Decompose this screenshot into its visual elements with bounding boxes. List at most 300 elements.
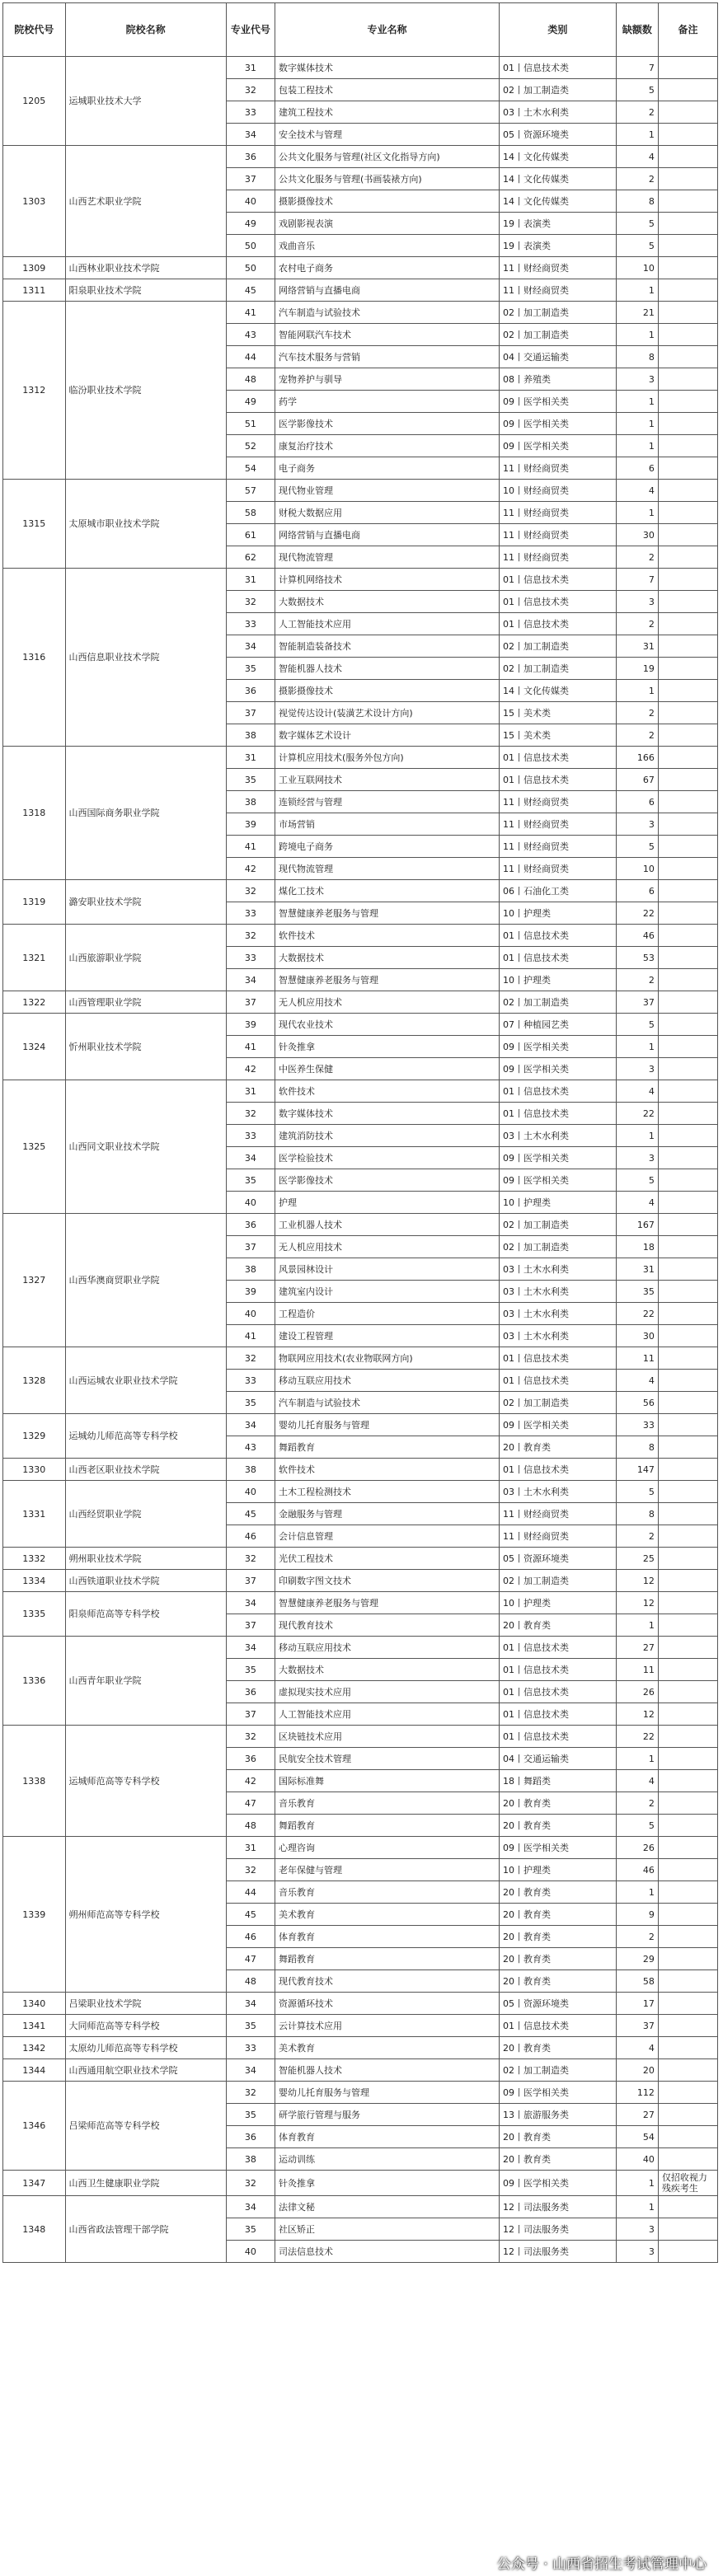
major-code-cell: 39 [226,813,275,836]
major-code-cell: 48 [226,1815,275,1837]
note-cell [658,57,717,79]
shortage-cell: 31 [616,1258,658,1281]
table-row [3,1837,718,1859]
note-cell [658,1147,717,1169]
note-cell [658,969,717,991]
category-cell: 20丨教育类 [499,2126,616,2148]
note-cell [658,635,717,658]
category-cell: 01丨信息技术类 [499,57,616,79]
major-name-cell: 戏曲音乐 [275,235,500,257]
shortage-cell: 8 [616,1436,658,1459]
note-cell [658,1548,717,1570]
note-cell [658,813,717,836]
shortage-cell: 3 [616,813,658,836]
shortage-cell: 5 [616,1169,658,1192]
shortage-cell: 20 [616,2059,658,2082]
major-code-cell: 35 [226,1169,275,1192]
category-cell: 03丨土木水利类 [499,1281,616,1303]
major-code-cell: 36 [226,680,275,702]
school-code-cell: 1336 [3,1637,66,1726]
note-cell [658,1481,717,1503]
school-code-cell: 1328 [3,1347,66,1414]
major-code-cell: 49 [226,213,275,235]
note-cell [658,1993,717,2015]
category-cell: 15丨美术类 [499,702,616,724]
school-code-cell: 1339 [3,1837,66,1993]
major-name-cell: 舞蹈教育 [275,1815,500,1837]
header-major-code: 专业代号 [226,3,275,57]
category-cell: 04丨交通运输类 [499,1748,616,1770]
school-code-cell: 1324 [3,1014,66,1080]
shortage-cell: 1 [616,124,658,146]
table-row [3,1414,718,1436]
shortage-cell: 4 [616,1080,658,1103]
major-code-cell: 32 [226,1347,275,1370]
category-cell: 01丨信息技术类 [499,591,616,613]
major-code-cell: 43 [226,324,275,346]
note-cell [658,1637,717,1659]
major-code-cell: 33 [226,947,275,969]
category-cell: 13丨旅游服务类 [499,2104,616,2126]
shortage-cell: 1 [616,1125,658,1147]
school-code-cell: 1346 [3,2082,66,2171]
category-cell: 10丨护理类 [499,1592,616,1614]
category-cell: 01丨信息技术类 [499,1080,616,1103]
major-name-cell: 计算机应用技术(服务外包方向) [275,747,500,769]
shortage-cell: 2 [616,1792,658,1815]
school-code-cell: 1347 [3,2171,66,2196]
table-row [3,2059,718,2082]
note-cell [658,1236,717,1258]
major-code-cell: 36 [226,146,275,168]
shortage-cell: 46 [616,1859,658,1881]
note-cell [658,1859,717,1881]
major-name-cell: 公共文化服务与管理(书画装裱方向) [275,168,500,190]
note-cell [658,947,717,969]
major-name-cell: 宠物养护与驯导 [275,368,500,391]
shortage-cell: 1 [616,1036,658,1058]
note-cell [658,1459,717,1481]
major-name-cell: 汽车制造与试验技术 [275,302,500,324]
major-code-cell: 35 [226,2104,275,2126]
shortage-cell: 5 [616,213,658,235]
major-code-cell: 33 [226,101,275,124]
school-name-cell: 吕梁职业技术学院 [65,1993,226,2015]
major-code-cell: 32 [226,591,275,613]
major-code-cell: 37 [226,702,275,724]
major-code-cell: 38 [226,1459,275,1481]
shortage-cell: 22 [616,902,658,925]
school-name-cell: 山西卫生健康职业学院 [65,2171,226,2196]
category-cell: 07丨种植园艺类 [499,1014,616,1036]
major-name-cell: 农村电子商务 [275,257,500,279]
school-code-cell: 1340 [3,1993,66,2015]
major-code-cell: 46 [226,1926,275,1948]
note-cell [658,925,717,947]
category-cell: 15丨美术类 [499,724,616,747]
note-cell [658,79,717,101]
category-cell: 10丨护理类 [499,1192,616,1214]
category-cell: 20丨教育类 [499,1970,616,1993]
major-name-cell: 市场营销 [275,813,500,836]
note-cell [658,1726,717,1748]
major-name-cell: 戏剧影视表演 [275,213,500,235]
note-cell [658,2218,717,2241]
shortage-cell: 27 [616,2104,658,2126]
major-code-cell: 41 [226,836,275,858]
school-name-cell: 阳泉职业技术学院 [65,279,226,302]
major-name-cell: 汽车技术服务与营销 [275,346,500,368]
note-cell [658,1881,717,1904]
major-name-cell: 智慧健康养老服务与管理 [275,1592,500,1614]
note-cell [658,2241,717,2263]
shortage-cell: 1 [616,435,658,457]
category-cell: 20丨教育类 [499,1792,616,1815]
table-row [3,1459,718,1481]
table-row [3,257,718,279]
category-cell: 01丨信息技术类 [499,925,616,947]
shortage-cell: 166 [616,747,658,769]
major-name-cell: 美术教育 [275,2037,500,2059]
shortage-cell: 5 [616,1481,658,1503]
note-cell [658,457,717,480]
shortage-cell: 6 [616,791,658,813]
note-cell [658,747,717,769]
note-cell [658,1169,717,1192]
major-name-cell: 工业互联网技术 [275,769,500,791]
category-cell: 20丨教育类 [499,1815,616,1837]
category-cell: 11丨财经商贸类 [499,524,616,546]
note-cell [658,1748,717,1770]
category-cell: 11丨财经商贸类 [499,836,616,858]
major-name-cell: 体育教育 [275,2126,500,2148]
major-code-cell: 36 [226,1214,275,1236]
school-name-cell: 山西信息职业技术学院 [65,569,226,747]
major-code-cell: 37 [226,991,275,1014]
note-cell [658,279,717,302]
category-cell: 01丨信息技术类 [499,2015,616,2037]
category-cell: 01丨信息技术类 [499,1347,616,1370]
shortage-cell: 4 [616,1370,658,1392]
category-cell: 08丨养殖类 [499,368,616,391]
major-name-cell: 社区矫正 [275,2218,500,2241]
major-code-cell: 41 [226,1325,275,1347]
category-cell: 04丨交通运输类 [499,346,616,368]
major-name-cell: 金融服务与管理 [275,1503,500,1525]
shortage-cell: 1 [616,680,658,702]
major-name-cell: 数字媒体技术 [275,1103,500,1125]
major-name-cell: 软件技术 [275,925,500,947]
table-row [3,1570,718,1592]
shortage-cell: 3 [616,591,658,613]
shortage-cell: 18 [616,1236,658,1258]
major-name-cell: 医学影像技术 [275,1169,500,1192]
shortage-cell: 22 [616,1103,658,1125]
shortage-cell: 10 [616,257,658,279]
major-name-cell: 云计算技术应用 [275,2015,500,2037]
major-code-cell: 35 [226,2015,275,2037]
major-name-cell: 现代教育技术 [275,1614,500,1637]
major-code-cell: 38 [226,791,275,813]
major-name-cell: 工程造价 [275,1303,500,1325]
major-name-cell: 智能制造装备技术 [275,635,500,658]
major-name-cell: 包装工程技术 [275,79,500,101]
table-body [3,57,718,2263]
shortage-cell: 2 [616,724,658,747]
school-code-cell: 1321 [3,925,66,991]
note-cell [658,1303,717,1325]
major-code-cell: 31 [226,1837,275,1859]
major-name-cell: 电子商务 [275,457,500,480]
table-row [3,279,718,302]
table-row [3,880,718,902]
category-cell: 09丨医学相关类 [499,1169,616,1192]
major-name-cell: 建设工程管理 [275,1325,500,1347]
major-name-cell: 大数据技术 [275,1659,500,1681]
category-cell: 02丨加工制造类 [499,658,616,680]
shortage-cell: 26 [616,1837,658,1859]
note-cell [658,502,717,524]
category-cell: 14丨文化传媒类 [499,146,616,168]
category-cell: 09丨医学相关类 [499,1036,616,1058]
shortage-cell: 37 [616,2015,658,2037]
category-cell: 02丨加工制造类 [499,1236,616,1258]
shortage-cell: 35 [616,1281,658,1303]
major-code-cell: 36 [226,1681,275,1703]
school-code-cell: 1205 [3,57,66,146]
major-code-cell: 58 [226,502,275,524]
shortage-cell: 7 [616,569,658,591]
header-row [3,3,718,57]
category-cell: 11丨财经商贸类 [499,546,616,569]
category-cell: 02丨加工制造类 [499,324,616,346]
note-cell [658,2037,717,2059]
major-code-cell: 44 [226,346,275,368]
note-cell [658,613,717,635]
category-cell: 14丨文化传媒类 [499,168,616,190]
major-name-cell: 物联网应用技术(农业物联网方向) [275,1347,500,1370]
shortage-cell: 40 [616,2148,658,2171]
shortage-cell: 33 [616,1414,658,1436]
shortage-cell: 58 [616,1970,658,1993]
category-cell: 09丨医学相关类 [499,2082,616,2104]
major-name-cell: 数字媒体艺术设计 [275,724,500,747]
table-row [3,146,718,168]
note-cell [658,391,717,413]
major-name-cell: 现代物流管理 [275,858,500,880]
note-cell [658,546,717,569]
major-code-cell: 44 [226,1881,275,1904]
major-name-cell: 财税大数据应用 [275,502,500,524]
major-code-cell: 37 [226,168,275,190]
category-cell: 09丨医学相关类 [499,1414,616,1436]
shortage-cell: 5 [616,79,658,101]
major-name-cell: 研学旅行管理与服务 [275,2104,500,2126]
major-code-cell: 40 [226,1481,275,1503]
major-name-cell: 工业机器人技术 [275,1214,500,1236]
category-cell: 14丨文化传媒类 [499,680,616,702]
major-name-cell: 风景园林设计 [275,1258,500,1281]
shortage-cell: 3 [616,1058,658,1080]
school-code-cell: 1332 [3,1548,66,1570]
major-code-cell: 33 [226,1370,275,1392]
major-name-cell: 现代农业技术 [275,1014,500,1036]
major-name-cell: 网络营销与直播电商 [275,524,500,546]
shortage-cell: 8 [616,1503,658,1525]
shortage-cell: 167 [616,1214,658,1236]
shortage-cell: 21 [616,302,658,324]
major-code-cell: 45 [226,1503,275,1525]
category-cell: 09丨医学相关类 [499,391,616,413]
school-name-cell: 太原幼儿师范高等专科学校 [65,2037,226,2059]
major-code-cell: 32 [226,1726,275,1748]
shortage-cell: 56 [616,1392,658,1414]
school-name-cell: 大同师范高等专科学校 [65,2015,226,2037]
note-cell [658,213,717,235]
shortage-cell: 30 [616,524,658,546]
category-cell: 01丨信息技术类 [499,1726,616,1748]
shortage-cell: 4 [616,1192,658,1214]
major-name-cell: 舞蹈教育 [275,1436,500,1459]
category-cell: 11丨财经商贸类 [499,791,616,813]
major-name-cell: 无人机应用技术 [275,1236,500,1258]
major-code-cell: 32 [226,2082,275,2104]
school-name-cell: 山西经贸职业学院 [65,1481,226,1548]
shortage-cell: 2 [616,1926,658,1948]
major-name-cell: 中医养生保健 [275,1058,500,1080]
category-cell: 20丨教育类 [499,1904,616,1926]
major-name-cell: 婴幼儿托育服务与管理 [275,2082,500,2104]
note-cell [658,1614,717,1637]
shortage-cell: 8 [616,346,658,368]
school-name-cell: 山西林业职业技术学院 [65,257,226,279]
major-name-cell: 建筑消防技术 [275,1125,500,1147]
note-cell [658,1080,717,1103]
category-cell: 11丨财经商贸类 [499,257,616,279]
major-name-cell: 移动互联应用技术 [275,1637,500,1659]
shortage-cell: 4 [616,1770,658,1792]
shortage-cell: 2 [616,702,658,724]
note-cell [658,1815,717,1837]
major-name-cell: 医学影像技术 [275,413,500,435]
category-cell: 02丨加工制造类 [499,1570,616,1592]
major-code-cell: 46 [226,1525,275,1548]
major-code-cell: 37 [226,1236,275,1258]
shortage-cell: 5 [616,235,658,257]
note-cell [658,1570,717,1592]
note-cell [658,1792,717,1815]
major-code-cell: 36 [226,1748,275,1770]
note-cell [658,235,717,257]
note-cell [658,769,717,791]
shortage-cell: 67 [616,769,658,791]
shortage-cell: 9 [616,1904,658,1926]
school-name-cell: 山西老区职业技术学院 [65,1459,226,1481]
major-name-cell: 软件技术 [275,1080,500,1103]
school-name-cell: 山西通用航空职业技术学院 [65,2059,226,2082]
category-cell: 01丨信息技术类 [499,613,616,635]
note-cell [658,257,717,279]
major-code-cell: 62 [226,546,275,569]
table-row [3,2196,718,2218]
major-code-cell: 34 [226,1637,275,1659]
major-name-cell: 针灸推拿 [275,2171,500,2196]
note-cell [658,302,717,324]
note-cell [658,190,717,213]
category-cell: 18丨舞蹈类 [499,1770,616,1792]
major-code-cell: 57 [226,480,275,502]
major-name-cell: 软件技术 [275,1459,500,1481]
school-name-cell: 临汾职业技术学院 [65,302,226,480]
school-name-cell: 山西铁道职业技术学院 [65,1570,226,1592]
category-cell: 01丨信息技术类 [499,747,616,769]
shortage-cell: 30 [616,1325,658,1347]
note-cell [658,1214,717,1236]
shortage-cell: 5 [616,1815,658,1837]
major-name-cell: 音乐教育 [275,1792,500,1815]
school-code-cell: 1322 [3,991,66,1014]
major-code-cell: 61 [226,524,275,546]
category-cell: 19丨表演类 [499,235,616,257]
note-cell [658,1192,717,1214]
major-name-cell: 资源循环技术 [275,1993,500,2015]
shortage-cell: 3 [616,368,658,391]
note-cell [658,1926,717,1948]
category-cell: 11丨财经商贸类 [499,813,616,836]
major-name-cell: 护理 [275,1192,500,1214]
shortage-cell: 1 [616,2196,658,2218]
category-cell: 03丨土木水利类 [499,1125,616,1147]
major-code-cell: 39 [226,1014,275,1036]
major-code-cell: 34 [226,969,275,991]
major-code-cell: 42 [226,858,275,880]
note-cell [658,2082,717,2104]
major-code-cell: 34 [226,1147,275,1169]
note-cell [658,1125,717,1147]
note-cell [658,1503,717,1525]
table-row [3,1014,718,1036]
table-row [3,569,718,591]
major-name-cell: 医学检验技术 [275,1147,500,1169]
category-cell: 11丨财经商贸类 [499,457,616,480]
major-code-cell: 35 [226,1392,275,1414]
school-name-cell: 朔州职业技术学院 [65,1548,226,1570]
major-code-cell: 50 [226,235,275,257]
major-code-cell: 33 [226,1125,275,1147]
major-name-cell: 国际标准舞 [275,1770,500,1792]
major-code-cell: 40 [226,2241,275,2263]
major-code-cell: 43 [226,1436,275,1459]
school-code-cell: 1335 [3,1592,66,1637]
note-cell: 仅招收视力残疾考生 [658,2171,717,2196]
shortage-cell: 46 [616,925,658,947]
major-name-cell: 网络营销与直播电商 [275,279,500,302]
note-cell [658,480,717,502]
shortage-cell: 25 [616,1548,658,1570]
major-name-cell: 摄影摄像技术 [275,680,500,702]
category-cell: 02丨加工制造类 [499,635,616,658]
shortage-cell: 1 [616,413,658,435]
header-category: 类别 [499,3,616,57]
category-cell: 20丨教育类 [499,1926,616,1948]
school-code-cell: 1348 [3,2196,66,2263]
major-code-cell: 35 [226,2218,275,2241]
category-cell: 01丨信息技术类 [499,769,616,791]
school-name-cell: 忻州职业技术学院 [65,1014,226,1080]
enrollment-table [2,2,718,2263]
shortage-cell: 4 [616,146,658,168]
major-name-cell: 光伏工程技术 [275,1548,500,1570]
